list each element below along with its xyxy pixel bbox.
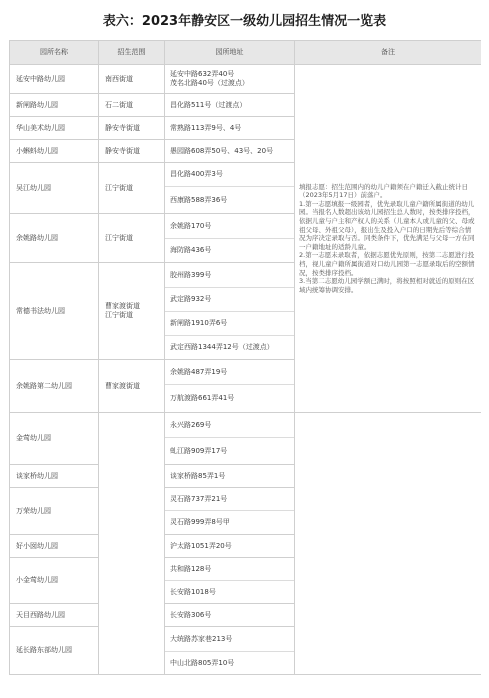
- remark-notes: [295, 65, 482, 413]
- kindergarten-name: 谈家桥幼儿园: [10, 465, 99, 488]
- address-line: 胶州路399号: [170, 270, 212, 279]
- address-line: 灵石路737弄21号: [170, 494, 228, 503]
- address-entry: [165, 604, 294, 626]
- address-entry: [165, 117, 294, 139]
- kindergarten-address: [165, 558, 295, 604]
- kindergarten-address: [165, 117, 295, 140]
- address-line: 中山北路805弄10号: [170, 658, 235, 667]
- enrollment-range-blank: [99, 413, 165, 675]
- street-name: 静安寺街道: [105, 146, 140, 155]
- kindergarten-address: [165, 465, 295, 488]
- address-entry: [165, 535, 294, 557]
- kindergarten-name: 延长路东部幼儿园: [10, 627, 99, 675]
- address-line: 灵石路999弄8号甲: [170, 518, 230, 526]
- table-header-row: [10, 41, 482, 65]
- enrollment-table-container: [9, 40, 481, 698]
- address-line: 愚园路608弄50号、43号、20号: [170, 146, 274, 155]
- address-line: 万航渡路661弄41号: [170, 394, 235, 402]
- enrollment-range: [99, 140, 165, 163]
- address-line: 余姚路487弄19号: [170, 367, 228, 376]
- address-entry: [165, 163, 294, 186]
- enrollment-range: [99, 360, 165, 413]
- header-remark: 备注: [295, 41, 482, 65]
- table-row: [10, 413, 482, 465]
- address-line: 海防路436号: [170, 246, 212, 254]
- address-line: 共和路128号: [170, 564, 212, 573]
- address-entry: [165, 558, 294, 580]
- street-name: 江宁街道: [105, 311, 133, 319]
- street-name: 南西街道: [105, 74, 133, 83]
- kindergarten-name: 吴江幼儿园: [10, 163, 99, 214]
- street-name: 石二街道: [105, 100, 133, 109]
- address-line: 新闸路1910弄6号: [170, 319, 228, 327]
- kindergarten-name: 金莺幼儿园: [10, 413, 99, 465]
- address-line: 余姚路170号: [170, 221, 212, 230]
- remark-paragraph: 1.第一志愿填报一级园者，优先录取儿童户籍所属街道的幼儿园。当报名人数超出该幼儿园招生总人数时，按类排序投档，依据儿童与户主和产权人的关系（儿童本人或儿童的父、母或祖父母、外祖父母），报出生及投入户口的日期先后等综合情况为序决定录取与否。同类条件下，优先满足与父母一方在同一户籍地址的适龄儿童。: [299, 199, 475, 251]
- address-line: 西康路588弄36号: [170, 195, 228, 204]
- header-address: 园所地址: [165, 41, 295, 65]
- kindergarten-name: 好小囡幼儿园: [10, 535, 99, 558]
- address-line: 武定西路1344弄12号（过渡点）: [170, 343, 274, 351]
- address-line: 常熟路113弄9号、4号: [170, 123, 242, 132]
- address-line: 昌化路400弄3号: [170, 170, 223, 178]
- kindergarten-address: [165, 140, 295, 163]
- address-entry: [165, 140, 294, 162]
- kindergarten-address: [165, 65, 295, 94]
- enrollment-range: [99, 94, 165, 117]
- kindergarten-address: [165, 214, 295, 263]
- address-entry: [165, 360, 294, 384]
- remark-blank: [295, 413, 482, 675]
- address-entry: [165, 384, 294, 412]
- street-name: 江宁街道: [105, 233, 133, 242]
- enrollment-table: [9, 40, 481, 675]
- address-entry: [165, 186, 294, 213]
- address-entry: [165, 65, 294, 93]
- kindergarten-address: [165, 360, 295, 413]
- kindergarten-name: 余姚路第二幼儿园: [10, 360, 99, 413]
- address-entry: [165, 465, 294, 487]
- address-entry: [165, 437, 294, 464]
- address-line: 延安中路632弄40号: [170, 70, 235, 78]
- address-entry: [165, 510, 294, 534]
- street-name: 曹家渡街道: [105, 302, 140, 310]
- address-entry: [165, 214, 294, 238]
- address-entry: [165, 413, 294, 437]
- enrollment-range: [99, 163, 165, 214]
- address-entry: [165, 627, 294, 651]
- enrollment-range: [99, 214, 165, 263]
- kindergarten-name: 华山美术幼儿园: [10, 117, 99, 140]
- address-entry: [165, 263, 294, 287]
- address-entry: [165, 238, 294, 262]
- address-line: 昌化路511号（过渡点）: [170, 100, 247, 109]
- kindergarten-name: 延安中路幼儿园: [10, 65, 99, 94]
- address-entry: [165, 651, 294, 674]
- kindergarten-address: [165, 488, 295, 535]
- address-line: 虬江路909弄17号: [170, 446, 228, 455]
- enrollment-range: [99, 117, 165, 140]
- address-line: 永兴路269号: [170, 420, 212, 429]
- address-line: 大统路苏家巷213号: [170, 634, 233, 643]
- page-title: 表六：2023年静安区一级幼儿园招生情况一览表: [102, 14, 387, 29]
- address-entry: [165, 488, 294, 510]
- street-name: 江宁街道: [105, 183, 133, 192]
- enrollment-range: [99, 65, 165, 94]
- kindergarten-address: [165, 163, 295, 214]
- address-line: 谈家桥路85弄1号: [170, 471, 226, 480]
- kindergarten-address: [165, 604, 295, 627]
- kindergarten-name: 新闸路幼儿园: [10, 94, 99, 117]
- address-entry: [165, 335, 294, 359]
- street-name: 静安寺街道: [105, 123, 140, 132]
- kindergarten-address: [165, 535, 295, 558]
- kindergarten-address: [165, 413, 295, 465]
- kindergarten-address: [165, 627, 295, 675]
- header-enrollment-range: 招生范围: [99, 41, 165, 65]
- address-entry: [165, 311, 294, 335]
- kindergarten-name: 万荣幼儿园: [10, 488, 99, 535]
- address-entry: [165, 287, 294, 311]
- kindergarten-name: 小蝌蚪幼儿园: [10, 140, 99, 163]
- street-name: 曹家渡街道: [105, 381, 140, 390]
- remark-paragraph: 填报志愿：招生范围内的幼儿户籍须在户籍迁入截止统计日（2023年5月17日）前落户。: [299, 182, 468, 200]
- kindergarten-address: [165, 94, 295, 117]
- address-line: 茂名北路40号（过渡点）: [170, 79, 249, 87]
- enrollment-range: [99, 263, 165, 360]
- kindergarten-name: 天目西路幼儿园: [10, 604, 99, 627]
- remark-paragraph: 2.第一志愿未录取者，依据志愿优先原则，按第二志愿进行投档，视儿童户籍所属街道对口幼儿园第一志愿录取后的空额情况，按类排序投档。: [299, 251, 475, 277]
- kindergarten-name: 小金莺幼儿园: [10, 558, 99, 604]
- kindergarten-name: 常德书法幼儿园: [10, 263, 99, 360]
- remark-paragraph: 3.当第二志愿幼儿园学额已满时，将按照相对就近的原则在区域内统筹协调安排。: [299, 277, 475, 294]
- kindergarten-name: 余姚路幼儿园: [10, 214, 99, 263]
- address-entry: [165, 580, 294, 603]
- address-line: 长安路1018号: [170, 587, 216, 596]
- header-kindergarten-name: 园所名称: [10, 41, 99, 65]
- kindergarten-address: [165, 263, 295, 360]
- table-row: [10, 65, 482, 94]
- address-line: 武定路932号: [170, 295, 212, 303]
- address-line: 长安路306号: [170, 610, 212, 619]
- address-entry: [165, 94, 294, 116]
- address-line: 沪太路1051弄20号: [170, 541, 232, 550]
